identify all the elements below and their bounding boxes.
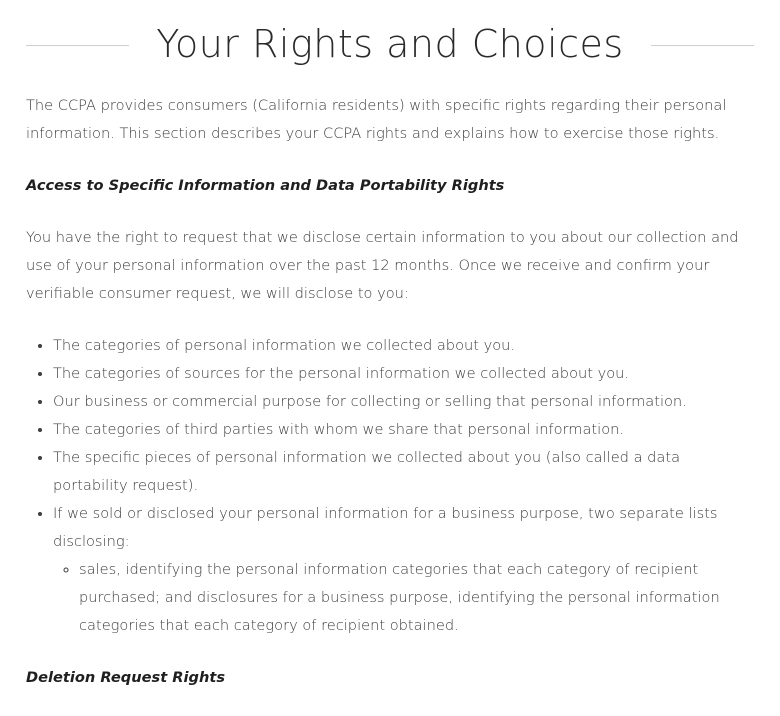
title-divider-left xyxy=(26,45,129,46)
list-item: • The categories of third parties with whom we share that personal information. xyxy=(53,416,754,444)
intro-paragraph: The CCPA provides consumers (California residents) with specific rights regarding their personal information. This section describes your CCPA rights and explains how to exercise those rights. xyxy=(26,97,727,142)
list-item-text: If we sold or disclosed your personal information for a business purpose, two separate lists disclosing: xyxy=(53,505,718,550)
page-title: Your Rights and Choices xyxy=(156,22,624,66)
access-rights-paragraph: You have the right to request that we disclose certain information to you about our collection and use of your personal information over the past 12 months. Once we receive and confirm your verifiable consumer request, we will disclose to you: xyxy=(26,229,739,302)
list-item: • The categories of personal information we collected about you. xyxy=(53,332,754,360)
list-item-with-sublist xyxy=(53,500,754,640)
title-row xyxy=(26,0,754,92)
list-item: • The categories of sources for the personal information we collected about you. xyxy=(53,360,754,388)
access-rights-heading: Access to Specific Information and Data Portability Rights xyxy=(26,177,505,194)
list-item: • Our business or commercial purpose for collecting or selling that personal information. xyxy=(53,388,754,416)
list-item: • The specific pieces of personal information we collected about you (also called a data portability request). xyxy=(53,444,754,500)
deletion-rights-heading: Deletion Request Rights xyxy=(26,669,226,686)
disclosure-list xyxy=(26,332,754,640)
title-divider-right xyxy=(651,45,754,46)
sublist-item: ◦ sales, identifying the personal information categories that each category of recipient purchased; and disclosures for a business purpose, identifying the personal information categories that each category of recipient obtained. xyxy=(79,556,754,640)
disclosure-sublist xyxy=(53,556,754,640)
